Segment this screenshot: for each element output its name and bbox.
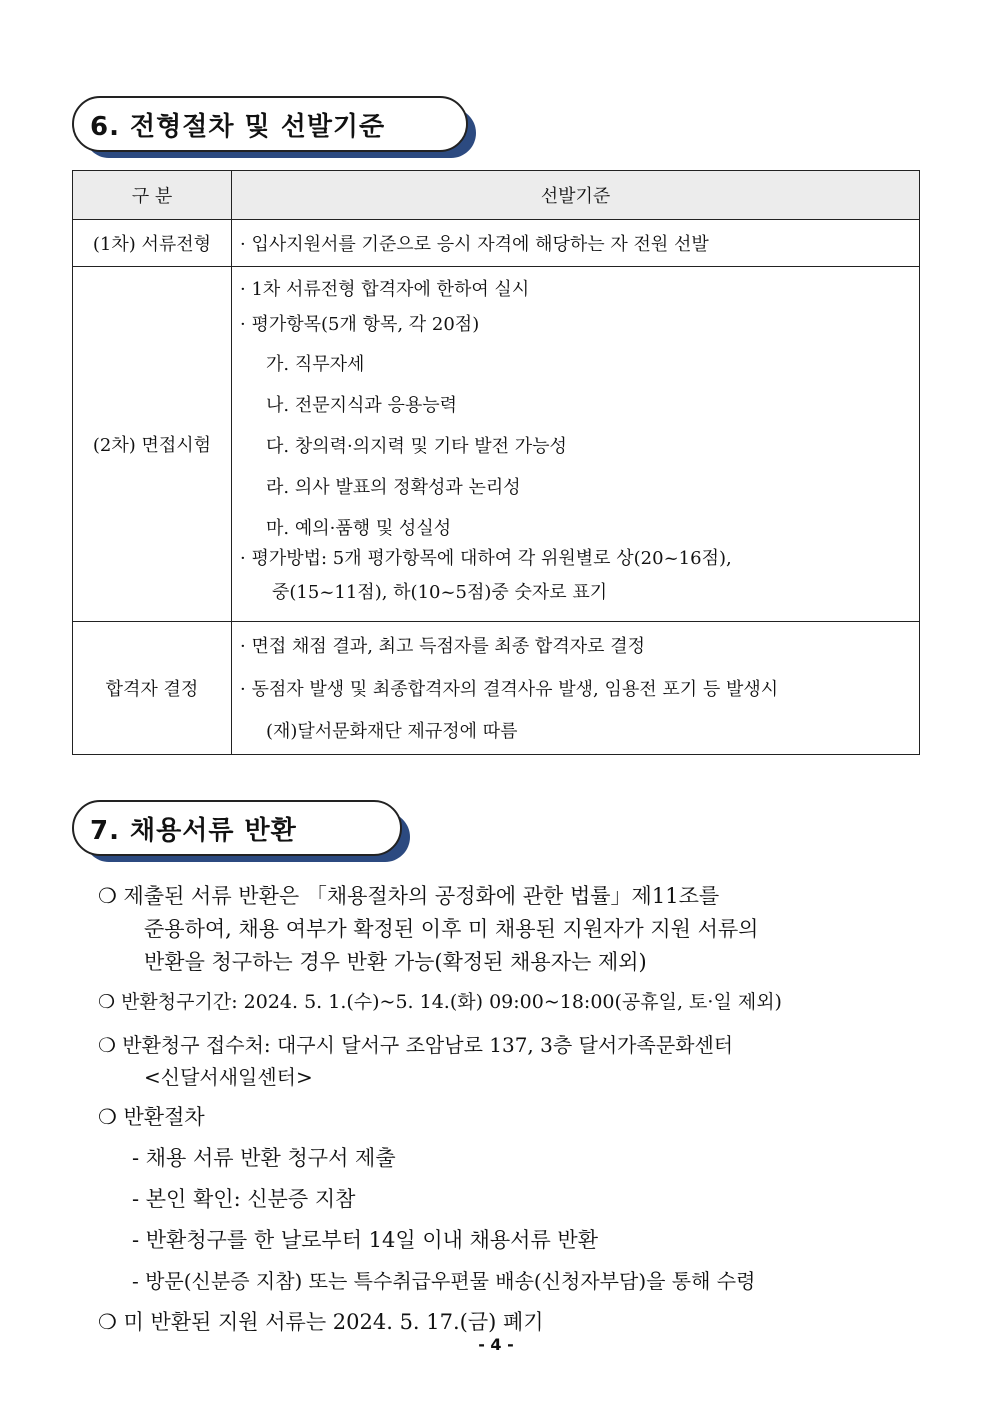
criteria-line: · 동점자 발생 및 최종합격자의 결격사유 발생, 임용전 포기 등 발생시 [240, 679, 779, 700]
table-header-row [73, 171, 920, 220]
page-number: - 4 - [478, 1335, 514, 1354]
selection-criteria-table [72, 170, 920, 755]
section-7-title: 7. 채용서류 반환 [90, 816, 297, 846]
list-item: ❍ 반환절차 [98, 1105, 205, 1129]
criteria-line: 나. 전문지식과 응용능력 [266, 395, 458, 416]
list-item: <신달서새일센터> [144, 1065, 313, 1089]
criteria-line: 다. 창의력·의지력 및 기타 발전 가능성 [266, 436, 567, 457]
criteria-line: 중(15~11점), 하(10~5점)중 숫자로 표기 [272, 582, 608, 603]
row-content [232, 220, 920, 267]
criteria-line: 마. 예의·품행 및 성실성 [266, 518, 452, 539]
list-item: - 본인 확인: 신분증 지참 [132, 1187, 356, 1211]
table-row [73, 267, 920, 622]
section-6-title: 6. 전형절차 및 선발기준 [90, 112, 386, 142]
list-item: ❍ 반환청구 접수처: 대구시 달서구 조암남로 137, 3층 달서가족문화센터 [98, 1033, 734, 1057]
row-label: (2차) 면접시험 [73, 267, 232, 622]
row-label: (1차) 서류전형 [73, 220, 232, 267]
list-item: - 방문(신분증 지참) 또는 특수취급우편물 배송(신청자부담)을 통해 수령 [132, 1269, 756, 1293]
table-row [73, 220, 920, 267]
criteria-line: · 면접 채점 결과, 최고 득점자를 최종 합격자로 결정 [240, 636, 645, 657]
list-item: ❍ 반환청구기간: 2024. 5. 1.(수)~5. 14.(화) 09:00~18:00(공휴일, 토·일 제외) [98, 991, 782, 1013]
row-content [232, 267, 920, 622]
list-item: ❍ 미 반환된 지원 서류는 2024. 5. 17.(금) 폐기 [98, 1310, 544, 1334]
list-item: 준용하여, 채용 여부가 확정된 이후 미 채용된 지원자가 지원 서류의 [144, 917, 759, 941]
table-row [73, 622, 920, 755]
criteria-line: · 평가방법: 5개 평가항목에 대하여 각 위원별로 상(20~16점), [240, 548, 732, 569]
list-item: - 채용 서류 반환 청구서 제출 [132, 1146, 396, 1170]
row-content [232, 622, 920, 755]
header-category: 구 분 [73, 171, 232, 220]
header-criteria: 선발기준 [232, 171, 920, 220]
criteria-line: · 입사지원서를 기준으로 응시 자격에 해당하는 자 전원 선발 [240, 234, 709, 255]
criteria-line: 라. 의사 발표의 정확성과 논리성 [266, 477, 521, 498]
list-item: ❍ 제출된 서류 반환은 「채용절차의 공정화에 관한 법률」제11조를 [98, 884, 720, 908]
list-item: 반환을 청구하는 경우 반환 가능(확정된 채용자는 제외) [144, 950, 647, 974]
row-label: 합격자 결정 [73, 622, 232, 755]
section-7-heading [72, 800, 402, 856]
section-6-heading [72, 96, 468, 152]
criteria-line: 가. 직무자세 [266, 354, 365, 375]
list-item: - 반환청구를 한 날로부터 14일 이내 채용서류 반환 [132, 1228, 598, 1252]
criteria-line: · 평가항목(5개 항목, 각 20점) [240, 314, 480, 335]
criteria-line: (재)달서문화재단 제규정에 따름 [266, 721, 518, 742]
criteria-line: · 1차 서류전형 합격자에 한하여 실시 [240, 279, 530, 300]
